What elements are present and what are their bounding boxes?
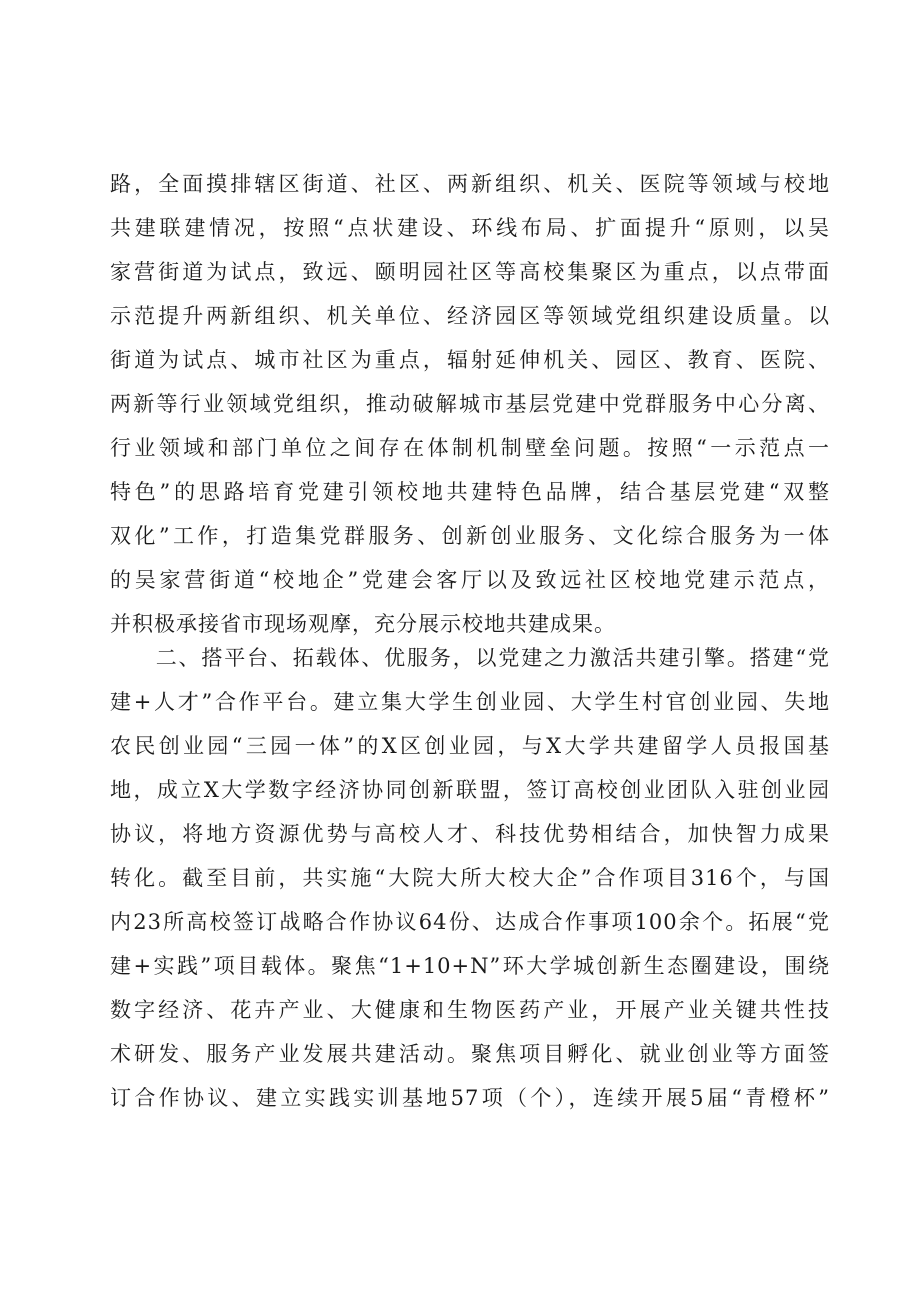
paragraph-line: 特色”的思路培育党建引领校地共建特色品牌，结合基层党建“双整 <box>110 480 830 504</box>
paragraph-line: 转化。截至目前，共实施“大院大所大校大企”合作项目316个，与国 <box>110 866 830 890</box>
paragraph-line: 数字经济、花卉产业、大健康和生物医药产业，开展产业关键共性技 <box>110 998 830 1022</box>
paragraph-line: 内23所高校签订战略合作协议64份、达成合作事项100余个。拓展“党 <box>110 910 830 934</box>
paragraph-line: 示范提升两新组织、机关单位、经济园区等领域党组织建设质量。以 <box>110 304 830 328</box>
paragraph-line: 订合作协议、建立实践实训基地57项（个），连续开展5届“青橙杯” <box>110 1086 830 1110</box>
paragraph-line: 地，成立X大学数字经济协同创新联盟，签订高校创业团队入驻创业园 <box>110 778 830 802</box>
paragraph-2 <box>110 636 830 1120</box>
paragraph-line: 路，全面摸排辖区街道、社区、两新组织、机关、医院等领域与校地 <box>110 172 830 196</box>
paragraph-1 <box>110 162 830 646</box>
paragraph-line: 共建联建情况，按照“点状建设、环线布局、扩面提升“原则，以吴 <box>110 216 830 240</box>
paragraph-line: 家营街道为试点，致远、颐明园社区等高校集聚区为重点，以点带面 <box>110 260 830 284</box>
paragraph-line: 的吴家营街道“校地企”党建会客厅以及致远社区校地党建示范点， <box>110 568 830 592</box>
paragraph-line: 农民创业园“三园一体”的X区创业园，与X大学共建留学人员报国基 <box>110 734 830 758</box>
paragraph-line: 建+人才”合作平台。建立集大学生创业园、大学生村官创业园、失地 <box>110 690 830 714</box>
paragraph-line: 并积极承接省市现场观摩，充分展示校地共建成果。 <box>110 612 616 636</box>
paragraph-line: 建+实践”项目载体。聚焦“1+10+N”环大学城创新生态圈建设，围绕 <box>110 954 830 978</box>
paragraph-line: 行业领域和部门单位之间存在体制机制壁垒问题。按照“一示范点一 <box>110 436 830 460</box>
paragraph-line: 双化”工作，打造集党群服务、创新创业服务、文化综合服务为一体 <box>110 524 830 548</box>
paragraph-line: 术研发、服务产业发展共建活动。聚焦项目孵化、就业创业等方面签 <box>110 1042 830 1066</box>
paragraph-line: 两新等行业领域党组织，推动破解城市基层党建中党群服务中心分离、 <box>110 392 830 416</box>
paragraph-line: 二、搭平台、拓载体、优服务，以党建之力激活共建引擎。搭建“党 <box>110 646 830 670</box>
paragraph-line: 协议，将地方资源优势与高校人才、科技优势相结合，加快智力成果 <box>110 822 830 846</box>
paragraph-line: 街道为试点、城市社区为重点，辐射延伸机关、园区、教育、医院、 <box>110 348 830 372</box>
